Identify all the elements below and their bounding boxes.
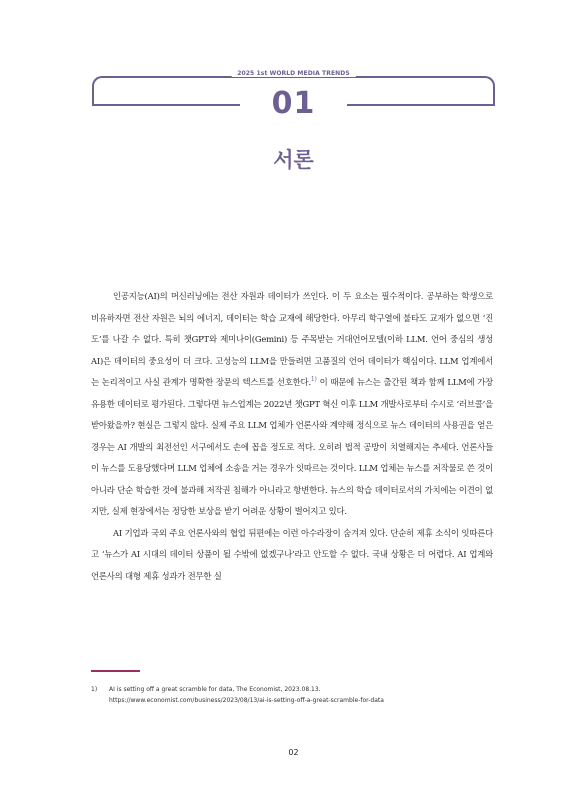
paragraph-1 (91, 286, 493, 523)
paragraph-2: AI 기업과 국외 주요 언론사와의 협업 뒤편에는 이런 아수라장이 숨겨져 있다. 단순히 제휴 소식이 잇따른다고 ‘뉴스가 AI 시대의 데이터 상품이 될 수밖에 없겠구나’라고 안도할 수 없다. 국내 상황은 더 어렵다. AI 업계와 언론사의 대형 제휴 성과가 전무한 실 (91, 527, 493, 581)
running-header: 2025 1st WORLD MEDIA TRENDS (231, 70, 356, 77)
footnote-reference[interactable]: 1) (310, 376, 317, 384)
body-text (91, 286, 493, 587)
paragraph-1-text-b: 이 때문에 뉴스는 출간된 책과 함께 LLM에 가장 유용한 데이터로 평가된다. 그렇다면 뉴스업계는 2022년 챗GPT 혁신 이후 LLM 개발사로부터 수시로 ‘러브콜’을 받아왔을까? 현실은 그렇지 않다. 실제 주요 LLM 업체가 언론사와 계약해 정식으로 뉴스 데이터의 사용권을 얻은 경우는 AI 개발의 최전선인 서구에서도 손에 꼽을 정도로 적다. 오히려 법적 공방이 치열해지는 추세다. 언론사들이 뉴스를 도용당했다며 LLM 업체에 소송을 거는 경우가 잇따르는 것이다. LLM 업체는 뉴스를 저작물로 쓴 것이 아니라 단순 학습한 것에 불과해 저작권 침해가 아니라고 항변한다. 뉴스의 학습 데이터로서의 가치에는 이견이 없지만, 실제 현장에서는 정당한 보상을 받기 어려운 상황이 벌어지고 있다. (91, 377, 493, 516)
footnote-number: 1) (91, 686, 98, 693)
footnote-citation: AI is setting off a great scramble for data, The Economist, 2023.08.13. (109, 686, 321, 693)
chapter-title: 서론 (273, 148, 314, 172)
footnote-divider (91, 670, 140, 672)
chapter-number: 01 (271, 86, 316, 121)
footnote (91, 684, 511, 706)
page-number: 02 (288, 748, 299, 757)
paragraph-1-text-a: 인공지능(AI)의 머신러닝에는 전산 자원과 데이터가 쓰인다. 이 두 요소는 필수적이다. 공부하는 학생으로 비유하자면 전산 자원은 뇌의 에너지, 데이터는 학습 교재에 해당한다. 아무리 학구열에 불타도 교재가 없으면 ‘진도’를 나갈 수 없다. 특히 챗GPT와 제미나이(Gemini) 등 주목받는 거대언어모델(이하 LLM. 언어 중심의 생성 AI)은 데이터의 중요성이 더 크다. 고성능의 LLM을 만들려면 고품질의 언어 데이터가 핵심이다. LLM 업계에서는 논리적이고 사실 관계가 명확한 장문의 텍스트를 선호한다. (91, 291, 493, 387)
footnote-url[interactable]: https://www.economist.com/business/2023/08/13/ai-is-setting-off-a-great-scramble-for-data (109, 697, 384, 704)
